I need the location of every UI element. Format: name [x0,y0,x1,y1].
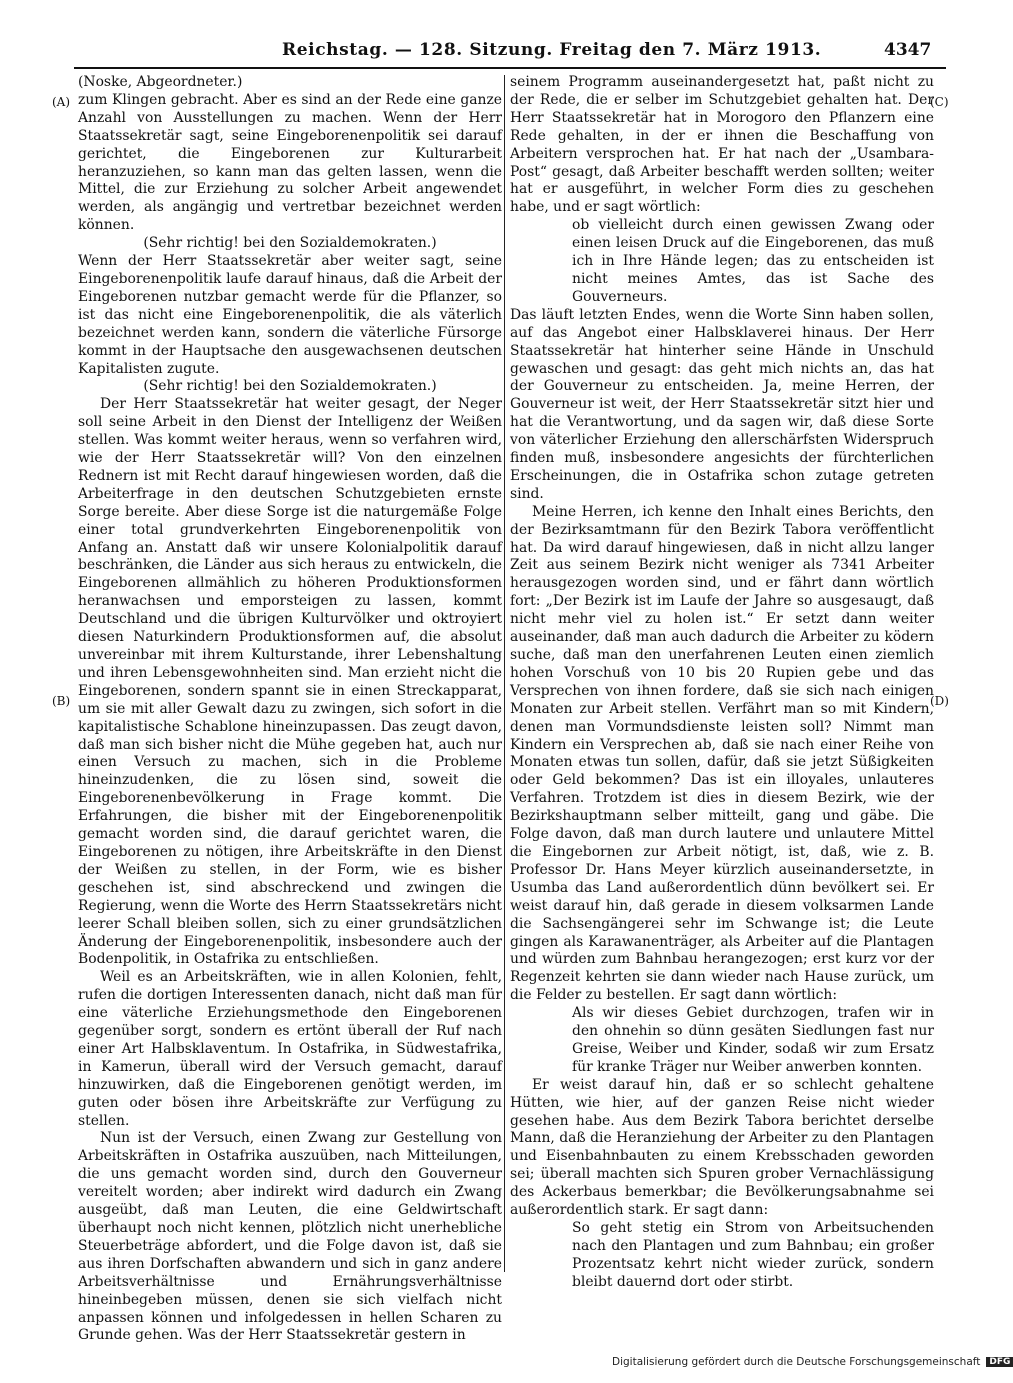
margin-marker-b: (B) [52,694,71,708]
digitization-credit [612,1356,1011,1376]
speaker-note: (Noske, Abgeordneter.) [78,74,243,90]
margin-marker-c: (C) [930,95,949,109]
paragraph: Er weist darauf hin, daß er so schlecht gehaltene Hütten, wie hier, auf der ganzen Reise nicht wieder gesehen habe. Aus dem Bezirk Tabora berichtet derselbe Mann, daß die Heranziehung der Arbeiter zu den Plantagen und Eisenbahnbauten zu einem Krebsschaden geworden sei; überall machten sich Spuren grober Vernachlässigung des Ackerbaus bemerkbar; die Bevölkerungsabnahme sei außerordentlich stark. Er sagt dann: [510,1076,934,1219]
margin-marker-d: (D) [930,694,949,708]
audience-reaction: (Sehr richtig! bei den Sozialdemokraten.) [143,378,437,395]
right-column [510,74,934,1292]
margin-marker-a: (A) [52,95,71,109]
paragraph: Meine Herren, ich kenne den Inhalt eines Berichts, den der Bezirksamtmann für den Bezirk Tabora veröffentlicht hat. Da wird darauf hingewiesen, daß in nicht allzu langer Zeit aus seinem Bezirk nicht weniger als 7341 Arbeiter herausgezogen worden sind, und er fährt dann wörtlich fort: „Der Bezirk ist im Laufe der Jahre so ausgesaugt, daß nicht mehr viel zu holen ist.“ Er setzt dann weiter auseinander, daß man auch dadurch die Arbeiter zu ködern suche, daß man den unerfahrenen Leuten einen ziemlich hohen Vorschuß von 10 bis 20 Rupien gebe und das Versprechen von ihnen fordere, daß sie sich nach einigen Monaten zur Arbeit stellen. Verfährt man so mit Kindern, denen man Vormundsdienste leisten soll? Nimmt man Kindern ein Versprechen ab, daß sie nach einer Reihe von Monaten etwas tun sollen, dafür, daß sie jetzt Süßigkeiten oder Geld bekommen? Das ist ein illoyales, unlauteres Verfahren. Trotzdem ist dies in diesem Bezirk, wie der Bezirkshauptmann selber mitteilt, gang und gäbe. Die Folge davon, daß man durch lautere und unlautere Mittel die Eingebornen zur Arbeit nötigt, ist, daß, wie z. B. Professor Dr. Hans Meyer kürzlich auseinandersetzte, in Usumba das Land außerordentlich dünn bevölkert sei. Er weist darauf hin, daß gerade in diesem volksarmen Lande die Sachsengängerei sehr im Schwange ist; die Leute gingen als Karawanenträger, als Arbeiter auf die Plantagen und würden zum Bahnbau herangezogen; erst kurz vor der Regenzeit kehrten sie dann wieder nach Hause zurück, um die Felder zu bestellen. Er sagt dann wörtlich: [510,503,934,1004]
paragraph: seinem Programm auseinandergesetzt hat, paßt nicht zu der Rede, die er selber im Schutzgebiet gehalten hat. Der Herr Staatssekretär hat in Morogoro den Pflanzern eine Rede gehalten, in der er ihnen die Beschaffung von Arbeitern versprochen hat. Er hat nach der „Usambara-Post“ gesagt, daß Arbeiter beschafft werden sollten; weiter hat er ausgeführt, in welcher Form dies zu geschehen habe, und er sagt wörtlich: [510,74,934,216]
column-divider [504,75,505,1272]
page-header [0,0,1000,72]
left-column [78,74,502,1345]
block-quote: Als wir dieses Gebiet durchzogen, trafen wir in den ohnehin so dünn gesäten Siedlungen fast nur Greise, Weiber und Kinder, sodaß wir zum Ersatz für kranke Träger nur Weiber anwerben konnten. [572,1005,934,1075]
dfg-logo: DFG [986,1357,1013,1367]
paragraph: Das läuft letzten Endes, wenn die Worte Sinn haben sollen, auf das Angebot einer Halbsklaverei hinaus. Der Herr Staatssekretär hat hinterher seine Hände in Unschuld gewaschen und gesagt: das geht mich nichts an, das hat der Gouverneur zu entscheiden. Ja, meine Herren, der Gouverneur ist weit, der Herr Staatssekretär sitzt hier und hat die Verantwortung, und da sagen wir, daß diese Sorte von väterlicher Erziehung den allerschärfsten Widerspruch finden muß, insbesondere angesichts der fürchterlichen Erscheinungen, die in Ostafrika schon zutage getreten sind. [510,306,934,502]
block-quote: ob vielleicht durch einen gewissen Zwang oder einen leisen Druck auf die Eingeborenen, das muß ich in Ihre Hände legen; das zu entscheiden ist nicht meines Amtes, das ist Sache des Gouverneurs. [572,217,934,305]
block-quote: So geht stetig ein Strom von Arbeitsuchenden nach den Plantagen und zum Bahnbau; ein großer Prozentsatz kehrt nicht wieder zurück, sondern bleibt dauernd dort oder stirbt. [572,1220,934,1290]
paragraph: Weil es an Arbeitskräften, wie in allen Kolonien, fehlt, rufen die dortigen Interessenten danach, nicht daß man für eine väterliche Erziehungsmethode den Eingeborenen gegenüber sorgt, sondern es ertönt überall der Ruf nach einer Art Halbsklaventum. In Ostafrika, in Südwestafrika, in Kamerun, überall wird der Versuch gemacht, darauf hinzuwirken, daß die Eingeborenen genötigt werden, im guten oder bösen ihre Arbeitskräfte zur Verfügung zu stellen. [78,969,502,1129]
paragraph: Der Herr Staatssekretär hat weiter gesagt, der Neger soll seine Arbeit in den Dienst der Intelligenz der Weißen stellen. Was kommt weiter heraus, wenn so verfahren wird, wie der Herr Staatssekretär will? Von den einzelnen Rednern ist mit Recht darauf hingewiesen worden, daß die Arbeiterfrage in den deutschen Schutzgebieten ernste Sorge bereite. Aber diese Sorge ist die naturgemäße Folge einer total grundverkehrten Eingeborenenpolitik von Anfang an. Anstatt daß wir unsere Kolonialpolitik darauf beschränken, die Länder aus sich heraus zu entwickeln, die Eingeborenen allmählich zu höheren Produktionsformen heranwachsen und emporsteigen zu lassen, kommt Deutschland und die übrigen Kulturvölker und oktroyiert diesen Naturkindern Produktionsformen auf, die absolut unvereinbar mit ihrem Kulturstande, ihrer Lebenshaltung und ihren Lebensgewohnheiten sind. Man erzieht nicht die Eingeborenen, sondern spannt sie in einen Streckapparat, um sie mit aller Gewalt dazu zu zwingen, sich sofort in die kapitalistische Schablone hineinzupassen. Das zeugt davon, daß man sich bisher nicht die Mühe gegeben hat, auch nur einen Versuch zu machen, sich in die Probleme hineinzudenken, die zu lösen sind, soweit die Eingeborenenbevölkerung in Frage kommt. Die Erfahrungen, die bisher mit der Eingeborenenpolitik gemacht worden sind, die darauf gerichtet waren, die Eingeborenen zu nötigen, ihre Arbeitskräfte in den Dienst der Weißen zu stellen, in der Form, wie es bisher geschehen ist, sind abschreckend und zwingen die Regierung, wenn die Worte des Herrn Staatssekretärs nicht leerer Schall bleiben sollen, sich zu einer grundsätzlichen Änderung der Eingeborenenpolitik, insbesondere auch der Bodenpolitik, in Ostafrika zu entschließen. [78,396,502,968]
audience-reaction: (Sehr richtig! bei den Sozialdemokraten.) [143,235,437,252]
header-rule [74,67,946,69]
paragraph: zum Klingen gebracht. Aber es sind an der Rede eine ganze Anzahl von Ausstellungen zu machen. Wenn der Herr Staatssekretär sagt, seine Eingeborenenpolitik sei darauf gerichtet, die Eingeborenen zur Kulturarbeit heranzuziehen, so kann man das gelten lassen, wenn die Mittel, die zur Erziehung zu solcher Arbeit angewendet werden, als angängig und vertretbar bezeichnet werden können. [78,91,502,234]
page-number: 4347 [884,40,932,60]
paragraph: Nun ist der Versuch, einen Zwang zur Gestellung von Arbeitskräften in Ostafrika auszuüben, nach Mitteilungen, die uns gemacht worden sind, durch den Gouverneur vereitelt worden; aber indirekt wird dadurch ein Zwang ausgeübt, daß man Leuten, die eine Geldwirtschaft überhaupt noch nicht kennen, plötzlich nicht unerhebliche Steuerbeträge abfordert, und die Folge davon ist, daß sie aus ihren Dorfschaften abwandern und sich in ganz andere Arbeitsverhältnisse und Ernährungsverhältnisse hineinbegeben müssen, denen sie sich vielfach nicht anpassen können und infolgedessen in hellen Scharen zu Grunde gehen. Was der Herr Staatssekretär gestern in [78,1130,502,1344]
paragraph: Wenn der Herr Staatssekretär aber weiter sagt, seine Eingeborenenpolitik laufe darauf hinaus, daß die Arbeit der Eingeborenen nutzbar gemacht werde für die Pflanzer, so ist das nicht eine Eingeborenenpolitik, die als väterlich bezeichnet werden kann, sondern die väterliche Fürsorge kommt in der Hauptsache den ausgewachsenen deutschen Kapitalisten zugute. [78,253,502,377]
running-title: Reichstag. — 128. Sitzung. Freitag den 7. März 1913. [282,40,822,60]
credit-text: Digitalisierung gefördert durch die Deutsche Forschungsgemeinschaft [612,1356,981,1368]
